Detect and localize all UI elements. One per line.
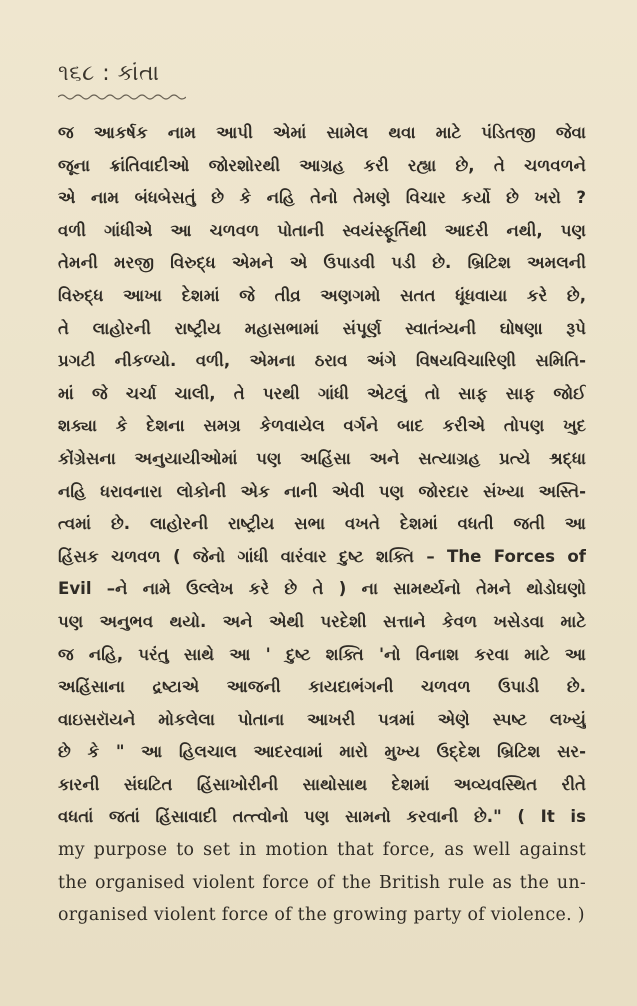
text-line: હિંસક ચળવળ ( જેનો ગાંધી વારંવાર દુષ્ટ શક્તિ – The Forces of <box>58 546 586 566</box>
text-line: નહિ ધરાવનારા લોકોની એક નાની એવી પણ જોરદાર સંખ્યા અસ્તિ- <box>58 481 586 501</box>
text-line-english: my purpose to set in motion that force, as well against <box>58 840 586 861</box>
text-line: વળી ગાંધીએ આ ચળવળ પોતાની સ્વયંસ્ફૂર્તિથી આદરી નથી, પણ <box>58 220 586 240</box>
text-line: જ આકર્ષક નામ આપી એમાં સામેલ થવા માટે પંડિતજી જેવા <box>58 123 586 142</box>
text-line: તેમની મરજી વિરુદ્ધ એમને એ ઉપાડવી પડી છે. બ્રિટિશ અમલની <box>58 253 586 273</box>
text-line: Evil –ને નામે ઉલ્લેખ કરે છે તે ) ના સામર્થ્યનો તેમને થોડોઘણો <box>58 579 586 599</box>
text-line: અહિંસાના દ્રષ્ટાએ આજની કાયદાભંગની ચળવળ ઉપાડી છે. <box>58 677 586 697</box>
text-line-english: the organised violent force of the British rule as the un- <box>58 872 586 893</box>
text-line: પ્રગટી નીકળ્યો. વળી, એમના ઠરાવ અંગે વિષયવિચારિણી સમિતિ- <box>58 351 586 371</box>
text-line: જૂના ક્રાંતિવાદીઓ જોરશોરથી આગ્રહ કરી રહ્યા છે, તે ચળવળને <box>58 155 586 175</box>
header-wavy-rule <box>58 93 186 101</box>
text-line: ત્વમાં છે. લાહોરની રાષ્ટ્રીય સભા વખતે દેશમાં વધતી જતી આ <box>58 514 586 534</box>
text-line: છે કે " આ હિલચાલ આદરવામાં મારો મુખ્ય ઉદ્દેશ બ્રિટિશ સર- <box>58 742 586 762</box>
text-line: વધતાં જતાં હિંસાવાદી તત્ત્વોનો પણ સામનો કરવાની છે." ( It is <box>58 807 586 827</box>
text-line-english: organised violent force of the growing party of violence. ) <box>58 905 585 926</box>
text-line: પણ અનુભવ થયો. અને એથી પરદેશી સત્તાને કેવળ ખસેડવા માટે <box>58 611 586 631</box>
text-line: તે લાહોરની રાષ્ટ્રીય મહાસભામાં સંપૂર્ણ સ્વાતંત્ર્યની ઘોષણા રૂપે <box>58 318 586 338</box>
running-head: ૧૬૮ : કાંતા <box>58 61 160 86</box>
text-line: વિરુદ્ધ આખા દેશમાં જે તીવ્ર અણગમો સતત ધૂંધવાયા કરે છે, <box>58 285 586 305</box>
text-line: કોંગ્રેસના અનુયાયીઓમાં પણ અહિંસા અને સત્યાગ્રહ પ્રત્યે શ્રદ્ધા <box>58 448 586 468</box>
text-line: એ નામ બંધબેસતું છે કે નહિ તેનો તેમણે વિચાર કર્યો છે ખરો ? <box>58 188 586 208</box>
text-line: વાઇસરૉયને મોકલેલા પોતાના આખરી પત્રમાં એણે સ્પષ્ટ લખ્યું <box>58 709 586 729</box>
text-line: માં જે ચર્ચા ચાલી, તે પરથી ગાંધી એટલું તો સાફ સાફ જોઈ <box>58 383 586 403</box>
text-line: કારની સંઘટિત હિંસાખોરીની સાથોસાથ દેશમાં અવ્યવસ્થિત રીતે <box>58 774 586 794</box>
text-line: જ નહિ, પરંતુ સાથે આ ' દુષ્ટ શક્તિ 'નો વિનાશ કરવા માટે આ <box>58 644 586 664</box>
body-text <box>58 117 586 932</box>
text-line: શક્યા કે દેશના સમગ્ર કેળવાયેલ વર્ગને બાદ કરીએ તોપણ ખુદ <box>58 416 586 436</box>
